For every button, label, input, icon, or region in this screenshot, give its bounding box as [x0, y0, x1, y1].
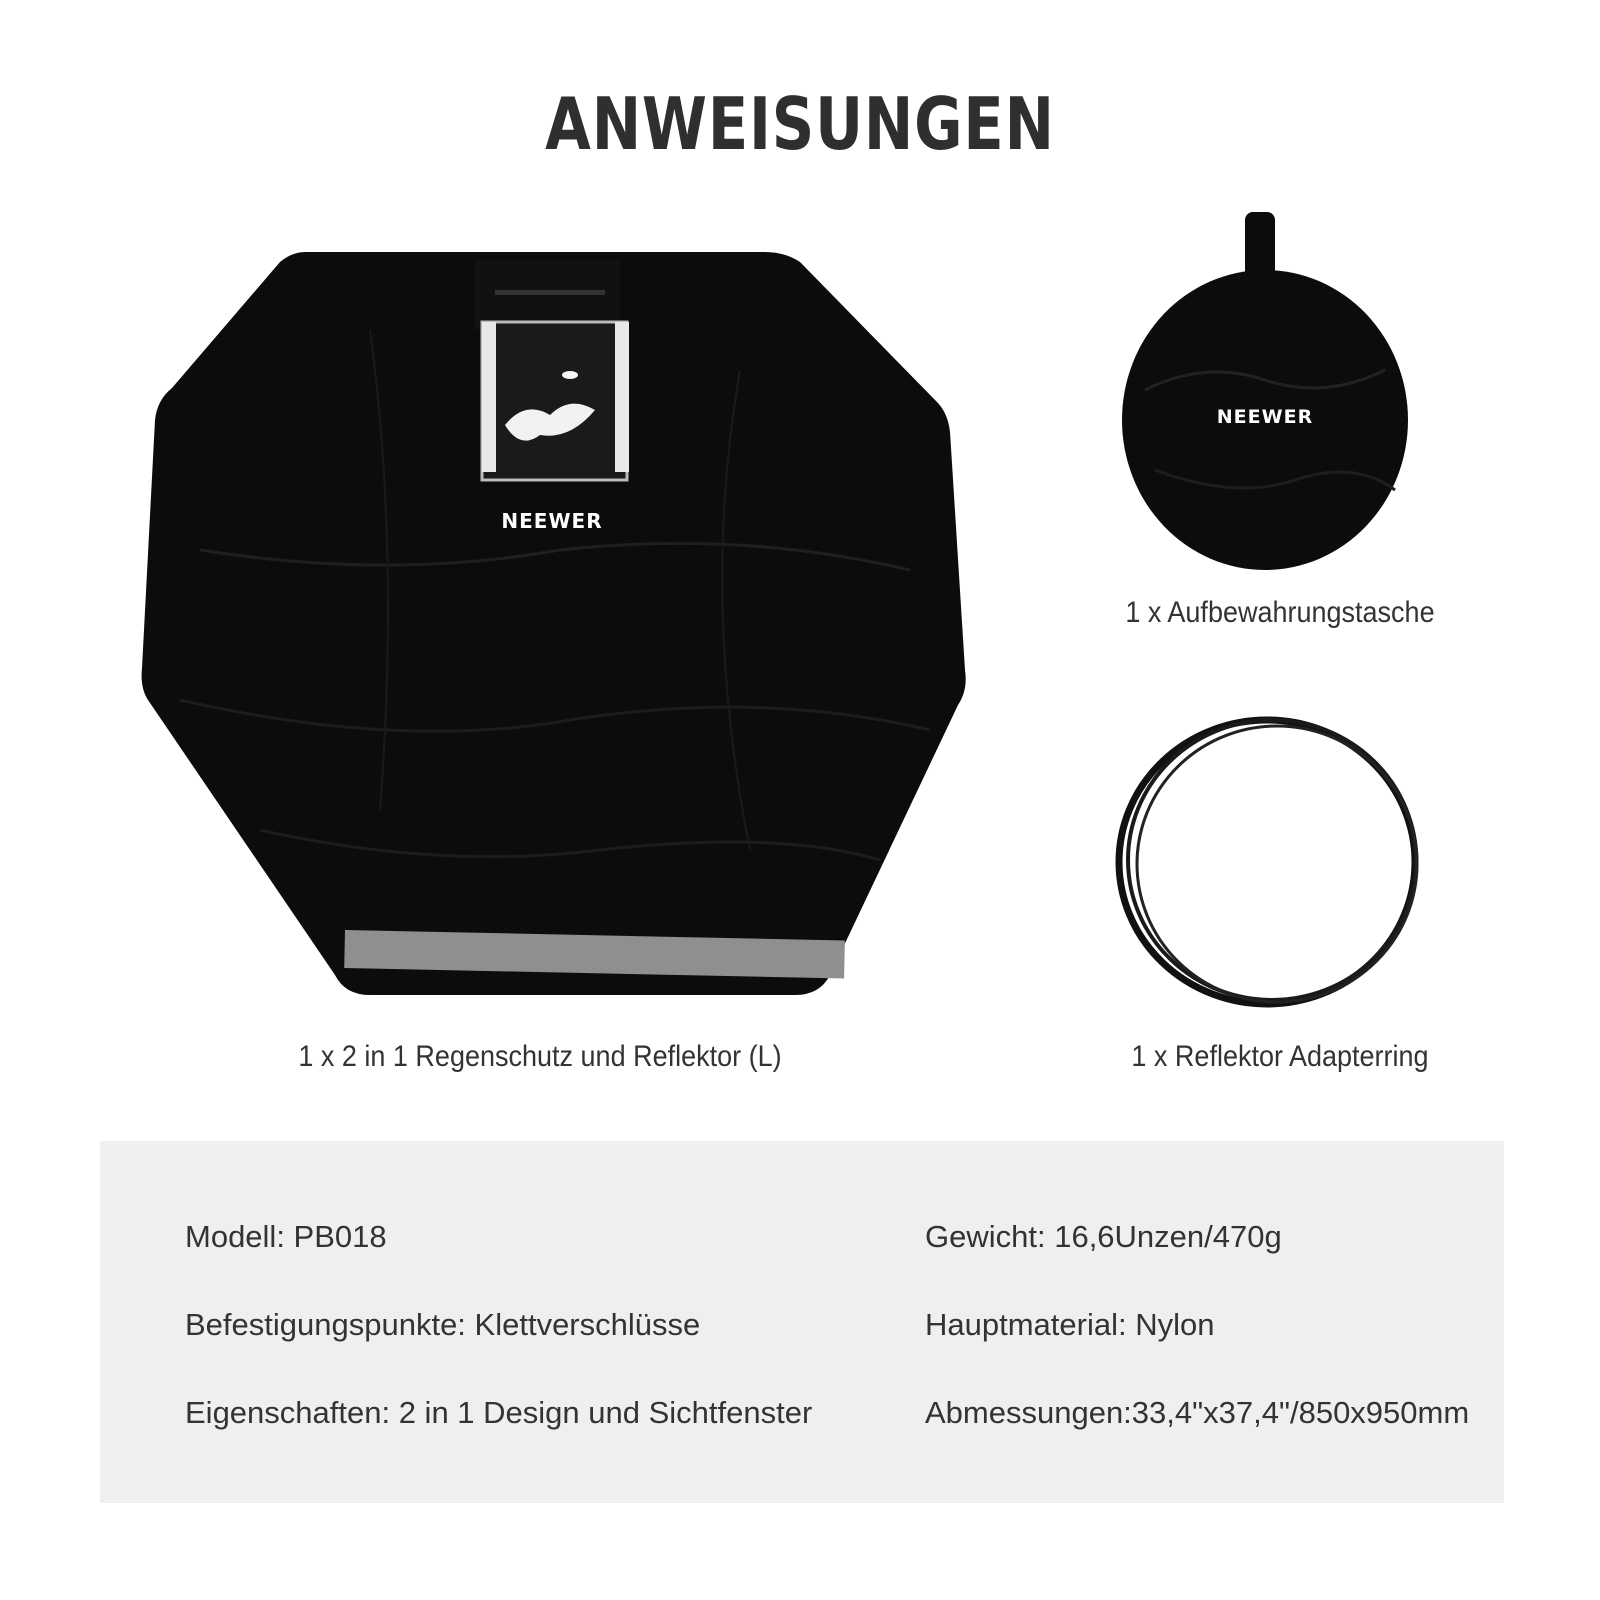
viewing-window [482, 322, 629, 480]
spec-weight: Gewicht: 16,6Unzen/470g [925, 1219, 1282, 1254]
spec-model: Modell: PB018 [185, 1219, 387, 1254]
caption-storage-bag: 1 x Aufbewahrungstasche [1125, 596, 1435, 629]
storage-bag-image [1115, 210, 1445, 590]
spec-dimensions: Abmessungen:33,4"x37,4"/850x950mm [925, 1395, 1470, 1430]
brand-logo: NEEWER [1216, 406, 1314, 428]
adapter-ring-image [1112, 712, 1424, 1012]
specs-panel [100, 1141, 1504, 1503]
brand-logo: NEEWER [501, 509, 603, 533]
caption-rain-cover: 1 x 2 in 1 Regenschutz und Reflektor (L) [298, 1040, 782, 1073]
rain-cover-reflector-image [140, 250, 970, 1010]
spec-material: Hauptmaterial: Nylon [925, 1307, 1215, 1342]
spec-attachment: Befestigungspunkte: Klettverschlüsse [185, 1307, 701, 1342]
caption-adapter-ring: 1 x Reflektor Adapterring [1131, 1040, 1429, 1073]
spec-features: Eigenschaften: 2 in 1 Design und Sichtfenster [185, 1395, 813, 1430]
page-title: ANWEISUNGEN [545, 82, 1055, 166]
